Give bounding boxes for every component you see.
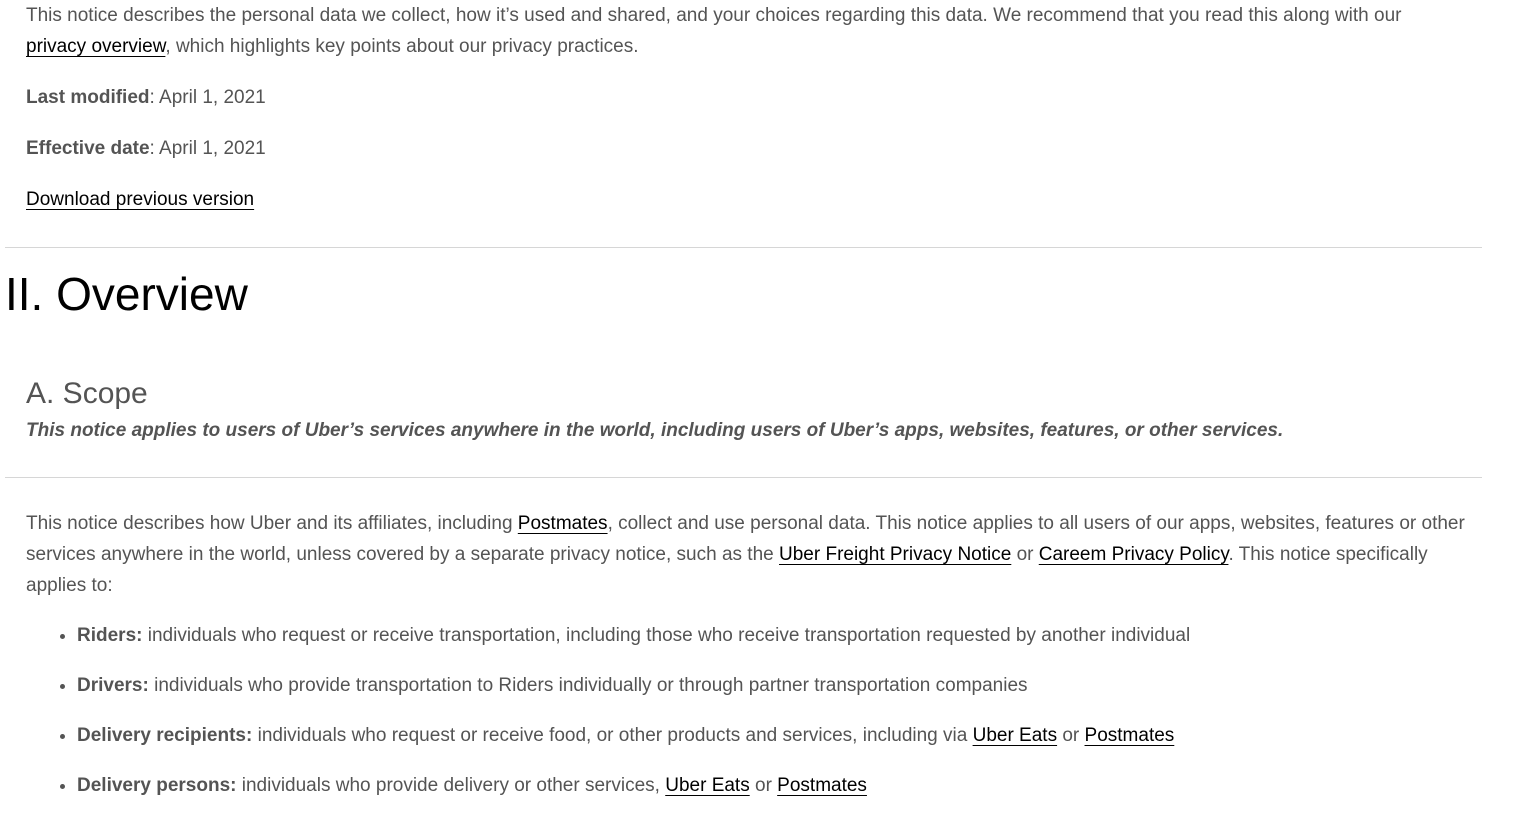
scope-text: . This notice specifically applies to: [26,544,1428,596]
user-types-list [26,620,1477,820]
item-label: Delivery persons: [77,775,237,796]
item-text: individuals who provide delivery or other services, [236,775,666,796]
last-modified-label: Last modified [26,87,150,108]
intro-paragraph [26,0,1466,62]
scope-paragraph [26,508,1476,601]
scope-text: or [1011,544,1039,565]
download-row [26,184,1466,215]
list-item [77,720,1477,751]
intro-text-end: , which highlights key points about our privacy practices. [165,36,639,57]
postmates-link[interactable]: Postmates [777,775,867,796]
last-modified [26,82,1466,113]
uber-eats-link[interactable]: Uber Eats [972,725,1058,746]
scope-subtitle: This notice applies to users of Uber’s services anywhere in the world, including users of Uber’s apps, websites, features, or other services. [26,420,1284,441]
uber-freight-privacy-link[interactable]: Uber Freight Privacy Notice [779,544,1012,565]
privacy-overview-link[interactable]: privacy overview [26,36,166,57]
divider [5,247,1482,248]
item-text: individuals who request or receive food, or other products and services, including via [252,725,973,746]
postmates-link[interactable]: Postmates [1084,725,1175,746]
list-item [77,670,1477,701]
list-item [77,770,1477,801]
section-title: II. Overview [5,268,248,320]
item-text: individuals who request or receive transportation, including those who receive transportation requested by another individual [142,625,1191,646]
uber-eats-link[interactable]: Uber Eats [665,775,750,796]
item-text: or [749,775,778,796]
divider [5,477,1482,478]
item-label: Riders: [77,625,143,646]
effective-date-value: : April 1, 2021 [149,138,266,159]
last-modified-value: : April 1, 2021 [149,87,266,108]
scope-text: This notice describes how Uber and its affiliates, including [26,513,518,534]
effective-date-label: Effective date [26,138,150,159]
item-label: Delivery recipients: [77,725,253,746]
list-item [77,620,1477,651]
scope-text: , collect and use personal data. This notice applies to all users of our apps, websites, features or other services anywhere in the world, unless covered by a separate privacy notice, such as the [26,513,1465,565]
effective-date [26,133,1466,164]
careem-privacy-link[interactable]: Careem Privacy Policy [1038,544,1229,565]
item-text: individuals who provide transportation to Riders individually or through partner transportation companies [148,675,1028,696]
download-previous-version-link[interactable]: Download previous version [26,189,255,210]
item-text: or [1057,725,1085,746]
intro-text: This notice describes the personal data we collect, how it’s used and shared, and your choices regarding this data. We recommend that you read this along with our [26,5,1402,26]
item-label: Drivers: [77,675,149,696]
scope-title: A. Scope [26,377,148,410]
postmates-link[interactable]: Postmates [517,513,608,534]
